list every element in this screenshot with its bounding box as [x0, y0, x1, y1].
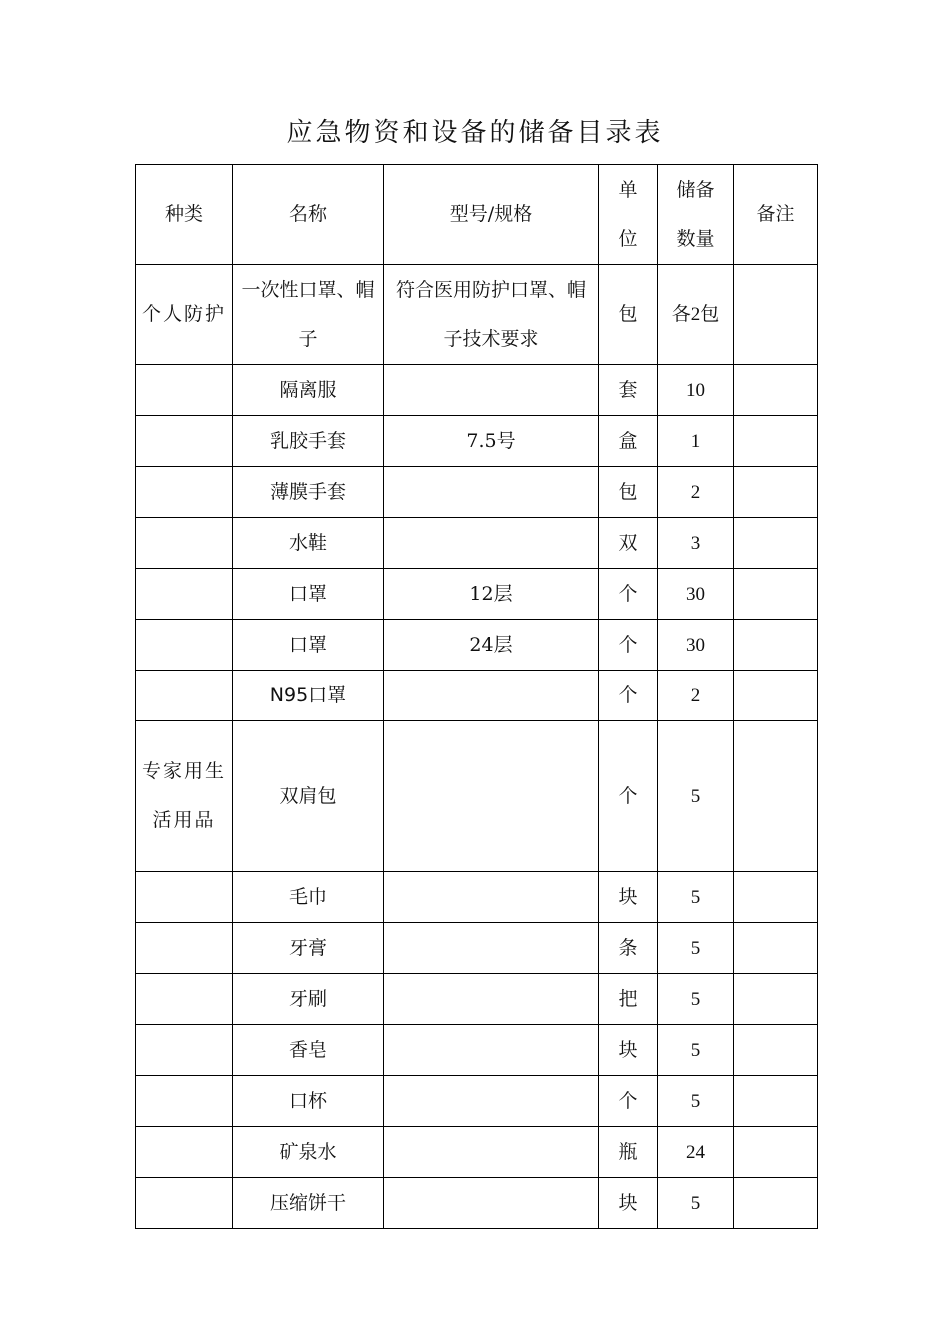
category-cell [136, 518, 233, 569]
unit-cell: 包 [599, 467, 658, 518]
category-cell [136, 671, 233, 721]
category-cell [136, 620, 233, 671]
header-qty-line1: 储备 [676, 178, 715, 201]
qty-cell: 2 [658, 467, 734, 518]
remark-cell [734, 1178, 818, 1229]
category-cell [136, 923, 233, 974]
qty-cell: 各2包 [658, 265, 734, 365]
remark-cell [734, 671, 818, 721]
name-cell: 牙膏 [233, 923, 384, 974]
header-unit-line2: 位 [618, 227, 638, 250]
header-qty [658, 165, 734, 265]
category-cell [136, 1178, 233, 1229]
unit-cell: 包 [599, 265, 658, 365]
name-cell: 一次性口罩、帽子 [233, 265, 384, 365]
header-spec: 型号/规格 [384, 165, 599, 265]
table-row [136, 923, 818, 974]
category-cell [136, 365, 233, 416]
name-cell: 口杯 [233, 1076, 384, 1127]
category-cell [136, 467, 233, 518]
header-row [136, 165, 818, 265]
spec-cell [384, 467, 599, 518]
remark-cell [734, 518, 818, 569]
remark-cell [734, 467, 818, 518]
name-cell: 薄膜手套 [233, 467, 384, 518]
name-cell: 毛巾 [233, 872, 384, 923]
unit-cell: 块 [599, 1025, 658, 1076]
page-title: 应急物资和设备的储备目录表 [286, 118, 664, 148]
spec-cell [384, 1127, 599, 1178]
qty-cell: 5 [658, 974, 734, 1025]
remark-cell [734, 1127, 818, 1178]
spec-cell [384, 923, 599, 974]
qty-cell: 5 [658, 923, 734, 974]
name-cell: 乳胶手套 [233, 416, 384, 467]
table-row [136, 671, 818, 721]
spec-cell [384, 1025, 599, 1076]
category-cell: 个人防护 [136, 265, 233, 365]
inventory-table [135, 164, 818, 1229]
unit-cell: 个 [599, 721, 658, 872]
spec-cell [384, 671, 599, 721]
unit-cell: 个 [599, 569, 658, 620]
table-row [136, 1127, 818, 1178]
header-remark: 备注 [734, 165, 818, 265]
table-row [136, 872, 818, 923]
table-row [136, 365, 818, 416]
table-row [136, 569, 818, 620]
category-cell [136, 974, 233, 1025]
remark-cell [734, 1025, 818, 1076]
unit-cell: 盒 [599, 416, 658, 467]
category-cell [136, 416, 233, 467]
spec-cell [384, 721, 599, 872]
qty-cell: 5 [658, 872, 734, 923]
category-cell [136, 569, 233, 620]
qty-cell: 30 [658, 620, 734, 671]
name-cell: 双肩包 [233, 721, 384, 872]
table-row [136, 620, 818, 671]
name-cell: 水鞋 [233, 518, 384, 569]
qty-cell: 3 [658, 518, 734, 569]
category-cell [136, 1076, 233, 1127]
header-category: 种类 [136, 165, 233, 265]
name-cell: 口罩 [233, 620, 384, 671]
unit-cell: 瓶 [599, 1127, 658, 1178]
table-row [136, 518, 818, 569]
remark-cell [734, 620, 818, 671]
category-cell [136, 1127, 233, 1178]
name-cell: 口罩 [233, 569, 384, 620]
remark-cell [734, 872, 818, 923]
unit-cell: 个 [599, 620, 658, 671]
unit-cell: 个 [599, 671, 658, 721]
qty-cell: 24 [658, 1127, 734, 1178]
qty-cell: 1 [658, 416, 734, 467]
table-row [136, 1178, 818, 1229]
header-unit [599, 165, 658, 265]
qty-cell: 10 [658, 365, 734, 416]
name-cell: 隔离服 [233, 365, 384, 416]
remark-cell [734, 1076, 818, 1127]
unit-cell: 套 [599, 365, 658, 416]
remark-cell [734, 923, 818, 974]
qty-cell: 5 [658, 721, 734, 872]
spec-cell [384, 1076, 599, 1127]
spec-cell [384, 974, 599, 1025]
name-cell: 压缩饼干 [233, 1178, 384, 1229]
remark-cell [734, 265, 818, 365]
unit-cell: 块 [599, 872, 658, 923]
unit-cell: 个 [599, 1076, 658, 1127]
table-row [136, 974, 818, 1025]
name-cell: 牙刷 [233, 974, 384, 1025]
remark-cell [734, 365, 818, 416]
name-cell: 矿泉水 [233, 1127, 384, 1178]
header-qty-line2: 数量 [676, 227, 715, 250]
table-row [136, 265, 818, 365]
category-cell: 专家用生活用品 [136, 721, 233, 872]
table-row [136, 1025, 818, 1076]
qty-cell: 30 [658, 569, 734, 620]
spec-cell: 12层 [384, 569, 599, 620]
spec-cell: 符合医用防护口罩、帽子技术要求 [384, 265, 599, 365]
remark-cell [734, 721, 818, 872]
spec-cell [384, 872, 599, 923]
unit-cell: 块 [599, 1178, 658, 1229]
remark-cell [734, 974, 818, 1025]
spec-cell [384, 1178, 599, 1229]
table-row [136, 416, 818, 467]
table-row [136, 1076, 818, 1127]
unit-cell: 双 [599, 518, 658, 569]
name-cell: N95口罩 [233, 671, 384, 721]
remark-cell [734, 416, 818, 467]
qty-cell: 5 [658, 1076, 734, 1127]
unit-cell: 把 [599, 974, 658, 1025]
category-cell [136, 872, 233, 923]
name-cell: 香皂 [233, 1025, 384, 1076]
category-cell [136, 1025, 233, 1076]
table-row [136, 721, 818, 872]
table-row [136, 467, 818, 518]
spec-cell [384, 365, 599, 416]
unit-cell: 条 [599, 923, 658, 974]
qty-cell: 5 [658, 1025, 734, 1076]
qty-cell: 5 [658, 1178, 734, 1229]
header-name: 名称 [233, 165, 384, 265]
qty-cell: 2 [658, 671, 734, 721]
remark-cell [734, 569, 818, 620]
spec-cell [384, 518, 599, 569]
spec-cell: 24层 [384, 620, 599, 671]
header-unit-line1: 单 [618, 178, 638, 201]
spec-cell: 7.5号 [384, 416, 599, 467]
